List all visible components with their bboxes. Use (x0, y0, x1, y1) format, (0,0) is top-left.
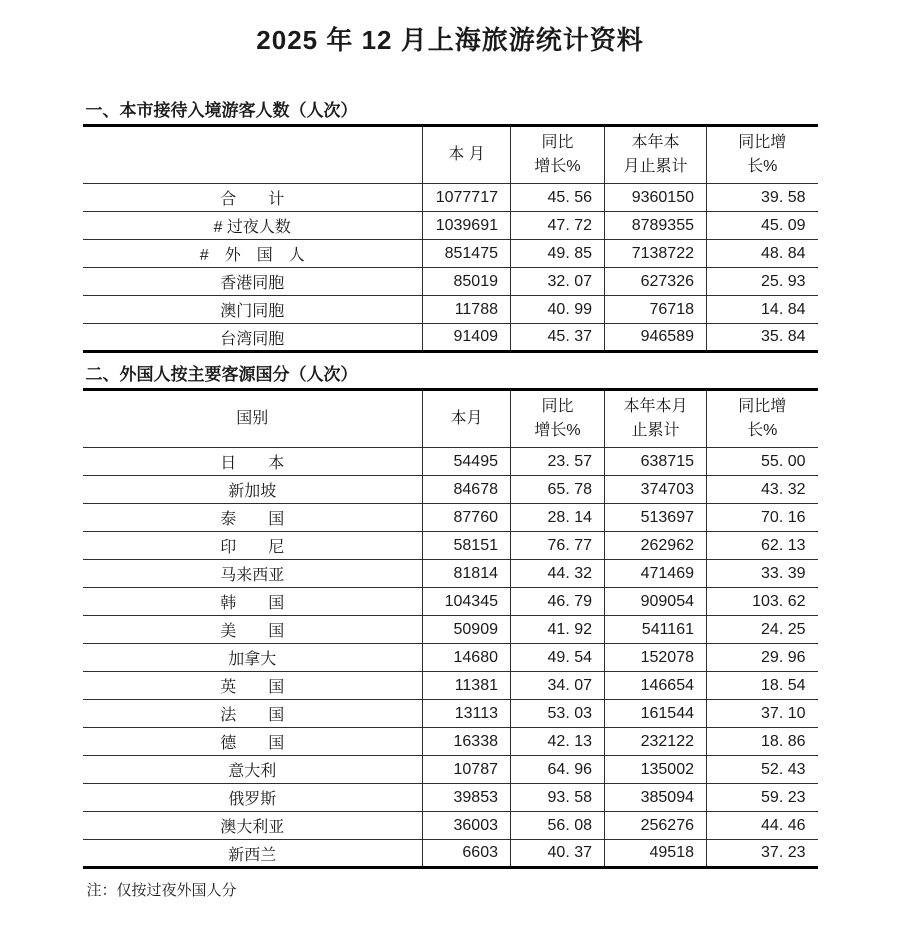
column-header (423, 390, 511, 448)
table-row (83, 840, 818, 868)
value-cell: 37. 23 (707, 840, 818, 868)
value-cell: 14680 (423, 644, 511, 672)
table-row (83, 644, 818, 672)
table-foreigners-by-country (83, 388, 818, 869)
value-cell: 28. 14 (511, 504, 605, 532)
value-cell: 11788 (423, 296, 511, 324)
value-cell: 44. 32 (511, 560, 605, 588)
row-label: 新西兰 (83, 840, 423, 868)
table-row (83, 212, 818, 240)
value-cell: 909054 (605, 588, 707, 616)
table-row (83, 448, 818, 476)
value-cell: 39. 58 (707, 184, 818, 212)
value-cell: 49. 85 (511, 240, 605, 268)
value-cell: 49. 54 (511, 644, 605, 672)
value-cell: 37. 10 (707, 700, 818, 728)
column-header-line: 增长% (534, 158, 581, 175)
value-cell: 44. 46 (707, 812, 818, 840)
table-row (83, 532, 818, 560)
table-row (83, 324, 818, 352)
value-cell: 513697 (605, 504, 707, 532)
column-header (605, 126, 707, 184)
value-cell: 52. 43 (707, 756, 818, 784)
value-cell: 64. 96 (511, 756, 605, 784)
value-cell: 232122 (605, 728, 707, 756)
value-cell: 104345 (423, 588, 511, 616)
column-header-line: 同比增 (738, 398, 787, 415)
value-cell: 146654 (605, 672, 707, 700)
value-cell: 262962 (605, 532, 707, 560)
value-cell: 6603 (423, 840, 511, 868)
section-inbound-visitors (83, 100, 818, 353)
column-header-line: 增长% (534, 422, 581, 439)
value-cell: 53. 03 (511, 700, 605, 728)
value-cell: 1039691 (423, 212, 511, 240)
row-label: # 外 国 人 (83, 240, 423, 268)
value-cell: 8789355 (605, 212, 707, 240)
value-cell: 10787 (423, 756, 511, 784)
value-cell: 59. 23 (707, 784, 818, 812)
row-label: 新加坡 (83, 476, 423, 504)
value-cell: 851475 (423, 240, 511, 268)
value-cell: 7138722 (605, 240, 707, 268)
table-header (83, 390, 818, 448)
value-cell: 40. 37 (511, 840, 605, 868)
column-header (83, 390, 423, 448)
row-label: 印 尼 (83, 532, 423, 560)
value-cell: 48. 84 (707, 240, 818, 268)
value-cell: 54495 (423, 448, 511, 476)
section-foreigners-by-country (83, 364, 818, 869)
value-cell: 45. 37 (511, 324, 605, 352)
value-cell: 50909 (423, 616, 511, 644)
row-label: 香港同胞 (83, 268, 423, 296)
table-row (83, 812, 818, 840)
value-cell: 47. 72 (511, 212, 605, 240)
value-cell: 25. 93 (707, 268, 818, 296)
value-cell: 45. 56 (511, 184, 605, 212)
value-cell: 18. 54 (707, 672, 818, 700)
value-cell: 256276 (605, 812, 707, 840)
value-cell: 103. 62 (707, 588, 818, 616)
value-cell: 14. 84 (707, 296, 818, 324)
value-cell: 35. 84 (707, 324, 818, 352)
table-body (83, 184, 818, 352)
value-cell: 42. 13 (511, 728, 605, 756)
row-label: 马来西亚 (83, 560, 423, 588)
value-cell: 11381 (423, 672, 511, 700)
table-row (83, 700, 818, 728)
table-row (83, 756, 818, 784)
column-header-line: 本年本月 (623, 398, 688, 415)
column-header (605, 390, 707, 448)
value-cell: 62. 13 (707, 532, 818, 560)
value-cell: 13113 (423, 700, 511, 728)
value-cell: 85019 (423, 268, 511, 296)
value-cell: 374703 (605, 476, 707, 504)
value-cell: 1077717 (423, 184, 511, 212)
column-header-line: 同比 (541, 398, 574, 415)
table-row (83, 504, 818, 532)
value-cell: 9360150 (605, 184, 707, 212)
column-header-line: 同比 (541, 134, 574, 151)
footnote: 注：仅按过夜外国人分 (86, 882, 237, 899)
value-cell: 946589 (605, 324, 707, 352)
value-cell: 638715 (605, 448, 707, 476)
row-label: 台湾同胞 (83, 324, 423, 352)
value-cell: 36003 (423, 812, 511, 840)
table-row (83, 728, 818, 756)
column-header-line: 国别 (236, 410, 269, 427)
header-row (83, 390, 818, 448)
value-cell: 16338 (423, 728, 511, 756)
column-header-line: 本月 (450, 410, 483, 427)
table-row (83, 184, 818, 212)
column-header-line: 止累计 (631, 422, 680, 439)
value-cell: 87760 (423, 504, 511, 532)
value-cell: 32. 07 (511, 268, 605, 296)
value-cell: 135002 (605, 756, 707, 784)
table-inbound-visitors (83, 124, 818, 353)
row-label: 加拿大 (83, 644, 423, 672)
row-label: 日 本 (83, 448, 423, 476)
value-cell: 33. 39 (707, 560, 818, 588)
value-cell: 23. 57 (511, 448, 605, 476)
row-label: 英 国 (83, 672, 423, 700)
column-header-line: 本年本 (631, 134, 680, 151)
value-cell: 152078 (605, 644, 707, 672)
value-cell: 70. 16 (707, 504, 818, 532)
column-header-line: 本 月 (448, 146, 485, 163)
row-label: 合 计 (83, 184, 423, 212)
value-cell: 91409 (423, 324, 511, 352)
row-label: 韩 国 (83, 588, 423, 616)
value-cell: 58151 (423, 532, 511, 560)
value-cell: 40. 99 (511, 296, 605, 324)
table-row (83, 268, 818, 296)
table-header (83, 126, 818, 184)
table-row (83, 616, 818, 644)
table-row (83, 784, 818, 812)
table-row (83, 476, 818, 504)
value-cell: 385094 (605, 784, 707, 812)
value-cell: 34. 07 (511, 672, 605, 700)
column-header (707, 390, 818, 448)
header-row (83, 126, 818, 184)
value-cell: 24. 25 (707, 616, 818, 644)
column-header (707, 126, 818, 184)
row-label: 泰 国 (83, 504, 423, 532)
document (83, 0, 818, 900)
value-cell: 161544 (605, 700, 707, 728)
value-cell: 93. 58 (511, 784, 605, 812)
table-row (83, 296, 818, 324)
page-title: 2025 年 12 月上海旅游统计资料 (256, 25, 644, 55)
column-header (83, 126, 423, 184)
value-cell: 41. 92 (511, 616, 605, 644)
row-label: 美 国 (83, 616, 423, 644)
row-label: 德 国 (83, 728, 423, 756)
value-cell: 45. 09 (707, 212, 818, 240)
value-cell: 76. 77 (511, 532, 605, 560)
value-cell: 81814 (423, 560, 511, 588)
value-cell: 541161 (605, 616, 707, 644)
value-cell: 49518 (605, 840, 707, 868)
column-header (511, 390, 605, 448)
column-header (511, 126, 605, 184)
value-cell: 65. 78 (511, 476, 605, 504)
section-heading-inbound-visitors: 一、本市接待入境游客人数（人次） (85, 101, 358, 120)
value-cell: 76718 (605, 296, 707, 324)
row-label: 意大利 (83, 756, 423, 784)
column-header-line: 月止累计 (623, 158, 688, 175)
row-label: 俄罗斯 (83, 784, 423, 812)
value-cell: 29. 96 (707, 644, 818, 672)
value-cell: 18. 86 (707, 728, 818, 756)
value-cell: 627326 (605, 268, 707, 296)
section-heading-foreigners-by-country: 二、外国人按主要客源国分（人次） (85, 365, 358, 384)
value-cell: 43. 32 (707, 476, 818, 504)
row-label: 澳门同胞 (83, 296, 423, 324)
table-body (83, 448, 818, 868)
row-label: 澳大利亚 (83, 812, 423, 840)
value-cell: 84678 (423, 476, 511, 504)
table-row (83, 240, 818, 268)
value-cell: 56. 08 (511, 812, 605, 840)
table-row (83, 672, 818, 700)
table-row (83, 560, 818, 588)
row-label: # 过夜人数 (83, 212, 423, 240)
column-header (423, 126, 511, 184)
row-label: 法 国 (83, 700, 423, 728)
column-header-line: 同比增 (738, 134, 787, 151)
value-cell: 39853 (423, 784, 511, 812)
value-cell: 471469 (605, 560, 707, 588)
value-cell: 46. 79 (511, 588, 605, 616)
column-header-line: 长% (747, 422, 778, 439)
column-header-line: 长% (747, 158, 778, 175)
value-cell: 55. 00 (707, 448, 818, 476)
table-row (83, 588, 818, 616)
